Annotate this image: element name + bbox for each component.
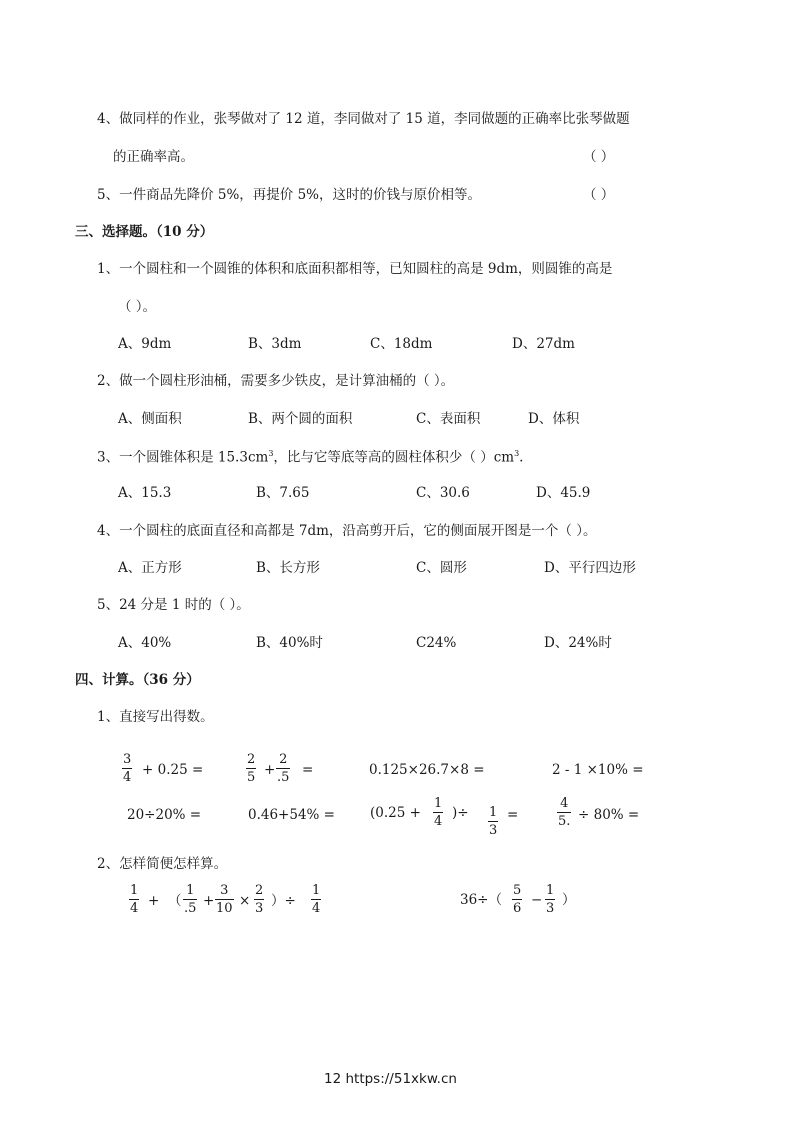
choice-q1-line1: 1、一个圆柱和一个圆锥的体积和底面积都相等，已知圆柱的高是 9dm，则圆锥的高是: [97, 261, 613, 277]
calc-subheading-1: 1、直接写出得数。: [97, 709, 214, 725]
expr8-tail: ÷ 80% =: [578, 807, 640, 823]
expr1-fraction: [122, 753, 132, 784]
choice-q4-option-b: B、长方形: [256, 560, 320, 576]
fraction-numerator: 1: [186, 883, 195, 898]
choice-q4-option-c: C、圆形: [416, 560, 467, 576]
fraction-numerator: 2: [279, 752, 288, 767]
choice-q5-option-b: B、40%时: [256, 635, 323, 651]
judgement-q5-answer-paren: （ ）: [583, 187, 615, 203]
fraction-denominator: 5: [247, 770, 256, 785]
calc2-head: 36÷（: [460, 892, 502, 908]
expr7-fraction-2: [488, 806, 498, 837]
calc2-right-paren: ）: [562, 892, 576, 908]
fraction-denominator: 4: [434, 814, 443, 829]
section4-heading: 四、计算。（36 分）: [75, 672, 200, 688]
choice-q5-option-d: D、24%时: [544, 635, 612, 651]
fraction-denominator: 4: [130, 901, 139, 916]
calc1-fraction-3: [215, 884, 234, 915]
expr4: 2 - 1 ×10% =: [552, 762, 644, 778]
fraction-numerator: 1: [434, 796, 443, 811]
calc1-fraction-5: [311, 884, 321, 915]
calc-subheading-2: 2、怎样简便怎样算。: [97, 856, 228, 872]
choice-q3-superscript-2: 3: [514, 449, 520, 458]
fraction-numerator: 4: [560, 796, 569, 811]
fraction-denominator: 6: [513, 901, 522, 916]
expr7-tail: =: [507, 807, 519, 823]
choice-q5: 5、24 分是 1 时的（ ）。: [97, 597, 250, 613]
expr7-mid: )÷: [452, 805, 469, 821]
choice-q3: [97, 450, 523, 465]
choice-q3-option-d: D、45.9: [536, 485, 591, 501]
calc2-fraction-2: [545, 884, 555, 915]
calc1-fraction-4: [254, 884, 264, 915]
fraction-denominator: 5.: [558, 814, 571, 829]
fraction-denominator: .5: [184, 901, 197, 916]
calc1-plus-1: +: [148, 893, 160, 909]
expr2-tail: =: [302, 762, 314, 778]
calc1-times: ×: [239, 893, 251, 909]
choice-q2-option-a: A、侧面积: [118, 411, 182, 427]
choice-q5-option-a: A、40%: [118, 635, 172, 651]
fraction-denominator: 4: [123, 770, 132, 785]
fraction-denominator: 4: [312, 901, 321, 916]
fraction-numerator: 1: [546, 883, 555, 898]
fraction-denominator: 3: [546, 901, 555, 916]
choice-q3-option-a: A、15.3: [118, 485, 172, 501]
expr7-fraction-1: [433, 797, 443, 828]
choice-q2-option-d: D、体积: [528, 411, 580, 427]
expr7-head: (0.25 +: [370, 805, 421, 821]
expr2-fraction-2: [276, 753, 290, 784]
calc2-minus: −: [531, 892, 543, 908]
choice-q1-option-c: C、18dm: [370, 336, 433, 352]
judgement-q4-answer-paren: （ ）: [583, 149, 615, 165]
fraction-denominator: 3: [255, 901, 264, 916]
fraction-numerator: 3: [220, 883, 229, 898]
page-footer: 12 https://51xkw.cn: [324, 1071, 457, 1087]
calc1-right-paren-divide: ）÷: [271, 893, 296, 909]
choice-q4: 4、一个圆柱的底面直径和高都是 7dm，沿高剪开后，它的侧面展开图是一个（ ）。: [97, 523, 597, 539]
expr5: 20÷20% =: [127, 807, 202, 823]
choice-q3-superscript-1: 3: [268, 449, 274, 458]
fraction-numerator: 2: [255, 883, 264, 898]
expr6: 0.46+54% =: [248, 807, 335, 823]
calc1-left-paren: （: [168, 893, 182, 909]
calc1-fraction-1: [129, 884, 139, 915]
choice-q3-text-a: 3、一个圆锥体积是 15.3cm: [97, 449, 269, 466]
expr2-plus: +: [264, 762, 276, 778]
choice-q4-option-a: A、正方形: [118, 560, 182, 576]
calc2-fraction-1: [512, 884, 522, 915]
judgement-q5: 5、一件商品先降价 5%，再提价 5%，这时的价钱与原价相等。: [97, 187, 482, 203]
expr1-tail: + 0.25 =: [142, 762, 204, 778]
fraction-denominator: 3: [489, 823, 498, 838]
fraction-numerator: 5: [513, 883, 522, 898]
choice-q3-option-b: B、7.65: [256, 485, 310, 501]
fraction-numerator: 1: [312, 883, 321, 898]
choice-q1-line2: （ ）。: [118, 299, 157, 315]
choice-q1-option-d: D、27dm: [512, 336, 575, 352]
calc1-fraction-2: [183, 884, 197, 915]
choice-q3-text-b: ，比与它等底等高的圆柱体积少（ ）cm: [273, 449, 515, 466]
section3-heading: 三、选择题。（10 分）: [75, 224, 214, 240]
fraction-numerator: 2: [247, 752, 256, 767]
fraction-numerator: 1: [130, 883, 139, 898]
choice-q3-option-c: C、30.6: [416, 485, 470, 501]
choice-q1-option-b: B、3dm: [248, 336, 302, 352]
choice-q1-option-a: A、9dm: [118, 336, 172, 352]
judgement-q4-line2: 的正确率高。: [113, 149, 194, 165]
choice-q2: 2、做一个圆柱形油桶，需要多少铁皮，是计算油桶的（ ）。: [97, 373, 455, 389]
choice-q4-option-d: D、平行四边形: [544, 560, 636, 576]
fraction-denominator: 10: [216, 901, 233, 916]
fraction-denominator: .5: [277, 770, 290, 785]
choice-q5-option-c: C24%: [416, 635, 457, 651]
expr8-fraction: [557, 797, 571, 828]
expr2-fraction-1: [246, 753, 256, 784]
judgement-q4-line1: 4、做同样的作业，张琴做对了 12 道，李同做对了 15 道，李同做题的正确率比张琴做题: [97, 111, 630, 127]
fraction-numerator: 1: [489, 805, 498, 820]
fraction-numerator: 3: [123, 752, 132, 767]
expr3: 0.125×26.7×8 =: [369, 762, 485, 778]
calc1-plus-2: +: [203, 893, 215, 909]
choice-q3-text-c: .: [519, 449, 524, 466]
choice-q2-option-b: B、两个圆的面积: [248, 411, 353, 427]
choice-q2-option-c: C、表面积: [416, 411, 481, 427]
